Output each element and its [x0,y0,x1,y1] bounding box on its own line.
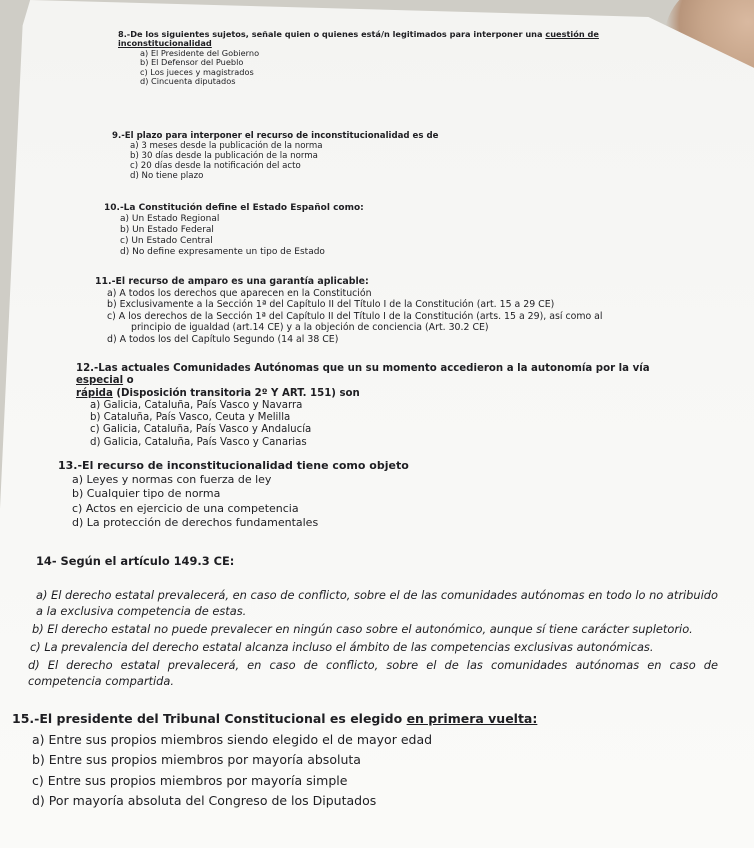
option-d: d) Cincuenta diputados [140,76,236,87]
question-12-title-underlined-especial: especial [76,375,124,387]
question-12 [76,363,676,449]
question-12-title-part-c: (Disposición transitoria 2º Y ART. 151) son [116,387,360,399]
option-d: d) La protección de derechos fundamentales [72,515,319,529]
question-13-title: 13.-El recurso de inconstitucionalidad tiene como objeto [58,459,409,472]
question-9-options [130,141,632,181]
option-c: c) Actos en ejercicio de una competencia [72,501,299,515]
question-8-title-text: 8.-De los siguientes sujetos, señale quien o quienes está/n legitimados para interponer una [118,29,543,39]
option-b: b) Un Estado Federal [120,225,214,235]
option-d-paragraph: d) El derecho estatal prevalecerá, en caso de conflicto, sobre el de las comunidades autónomas en caso de competencia compartida. [28,658,718,688]
option-a: a) A todos los derechos que aparecen en la Constitución [107,287,372,299]
option-b: b) Cataluña, País Vasco, Ceuta y Melilla [90,412,291,424]
option-c: c) Un Estado Central [120,236,213,246]
question-9-title: 9.-El plazo para interponer el recurso de inconstitucionalidad es de [112,131,439,141]
question-15-title-underlined: en primera vuelta: [406,711,538,726]
option-b: b) Entre sus propios miembros por mayoría absoluta [32,752,361,767]
question-12-title-part-b: o [126,375,134,387]
question-10-options [120,214,644,258]
question-8 [118,30,648,86]
option-a: a) El Presidente del Gobierno [140,47,260,58]
question-15-title [12,709,712,730]
option-a: a) Leyes y normas con fuerza de ley [72,473,272,487]
option-b: b) 30 días desde la publicación de la norma [130,151,318,161]
option-b-paragraph: b) El derecho estatal no puede prevalecer en ningún caso sobre el autonómico, aunque sí tiene carácter supletorio. [32,622,693,636]
option-a: a) Un Estado Regional [120,214,220,224]
option-a-paragraph: a) El derecho estatal prevalecerá, en caso de conflicto, sobre el de las comunidades autónomas en todo lo no atribuido a la exclusiva competencia de estas. [36,588,718,618]
option-c: c) Los jueces y magistrados [140,66,254,77]
question-10 [104,203,644,258]
option-a: a) Galicia, Cataluña, País Vasco y Navarra [90,399,303,411]
question-13-options [72,473,688,530]
option-a: a) Entre sus propios miembros siendo elegido el de mayor edad [32,731,433,747]
question-11-title: 11.-El recurso de amparo es una garantía aplicable: [95,276,369,287]
question-11 [95,276,655,346]
question-13 [58,459,688,530]
question-9 [112,131,632,181]
question-12-title [76,363,676,400]
question-11-options [107,288,655,346]
question-8-title-underlined-a: cuestión de [545,29,599,39]
question-8-options [140,49,648,87]
question-8-title-underlined-b: inconstitucionalidad [118,38,212,49]
question-15-options [32,730,712,812]
option-b: b) Cualquier tipo de norma [72,487,221,501]
option-b: b) El Defensor del Pueblo [140,57,244,68]
question-12-options [90,400,676,449]
question-8-title [118,30,648,49]
option-c-continuation: principio de igualdad (art.14 CE) y a la objeción de conciencia (Art. 30.2 CE) [131,322,489,334]
option-b: b) Exclusivamente a la Sección 1ª del Capítulo II del Título I de la Constitución (art. 15 a 29 CE) [107,299,555,311]
question-14 [22,553,722,691]
option-d: d) Galicia, Cataluña, País Vasco y Canarias [90,436,307,448]
option-d: d) No tiene plazo [130,171,204,181]
question-12-title-part-a: 12.-Las actuales Comunidades Autónomas que un su momento accedieron a la autonomía por la vía [76,363,650,374]
option-c: c) Entre sus propios miembros por mayoría simple [32,772,348,788]
option-d: d) Por mayoría absoluta del Congreso de los Diputados [32,793,377,808]
question-15 [12,709,712,812]
option-a: a) 3 meses desde la publicación de la norma [130,141,323,151]
option-c-paragraph: c) La prevalencia del derecho estatal alcanza incluso el ámbito de las competencias exclusivas autonómicas. [30,640,654,654]
question-12-title-underlined-rapida: rápida [76,387,113,399]
question-15-title-text: 15.-El presidente del Tribunal Constitucional es elegido [12,711,403,726]
option-d: d) No define expresamente un tipo de Estado [120,247,325,257]
option-c: c) A los derechos de la Sección 1ª del Capítulo II del Título I de la Constitución (arts. 15 a 29), así como al [107,310,603,322]
option-d: d) A todos los del Capítulo Segundo (14 al 38 CE) [107,333,339,345]
option-c: c) Galicia, Cataluña, País Vasco y Andalucía [90,424,312,436]
question-10-title: 10.-La Constitución define el Estado Español como: [104,203,364,213]
question-14-title: 14- Según el artículo 149.3 CE: [36,554,235,568]
option-c: c) 20 días desde la notificación del acto [130,161,301,171]
